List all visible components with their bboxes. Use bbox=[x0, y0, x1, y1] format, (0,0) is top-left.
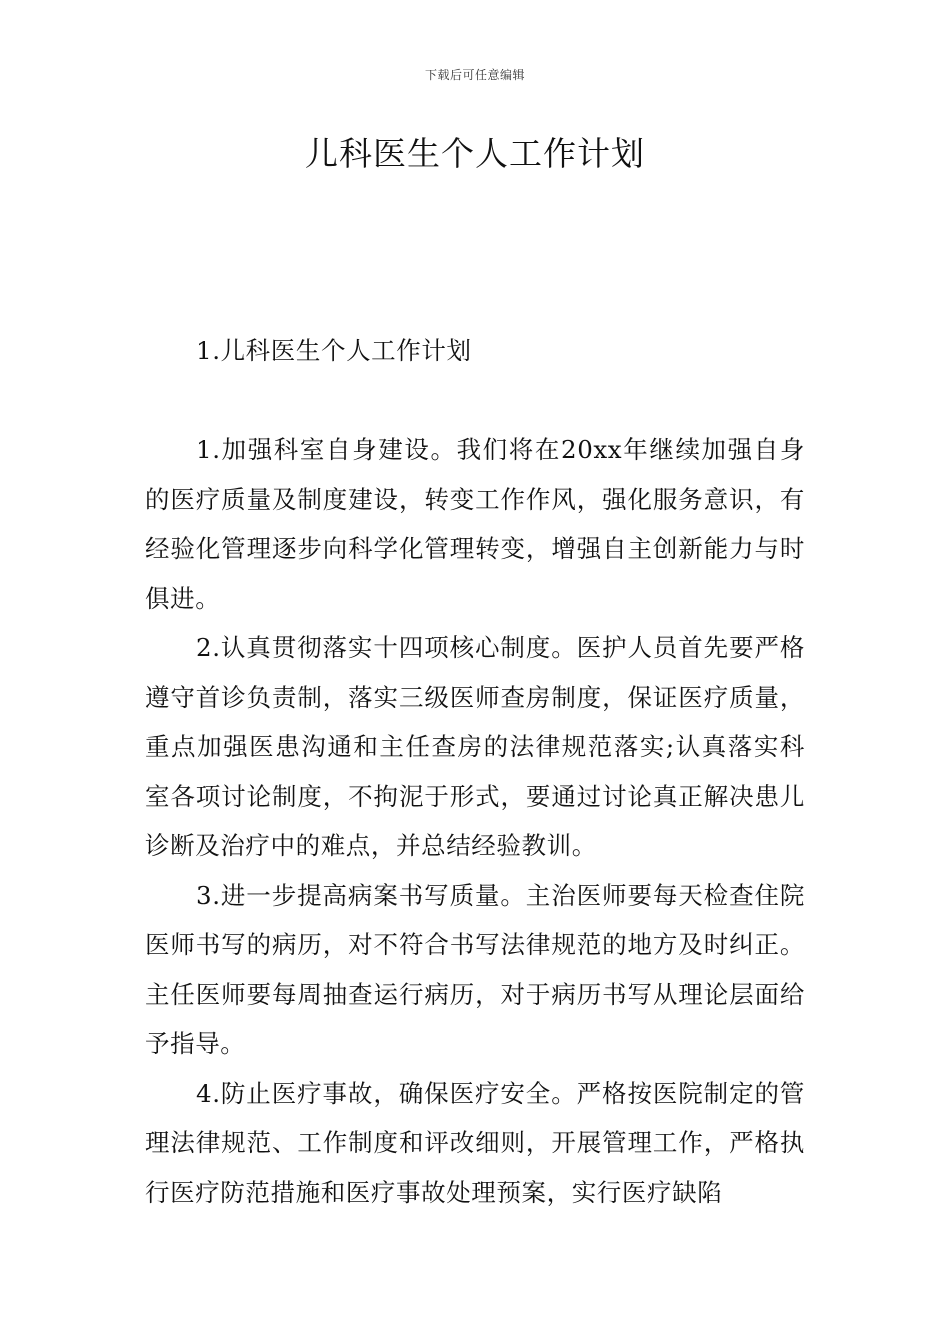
document-body bbox=[145, 326, 805, 1217]
paragraph-4: 4.防止医疗事故，确保医疗安全。严格按医院制定的管理法律规范、工作制度和评改细则，开展管理工作，严格执行医疗防范措施和医疗事故处理预案，实行医疗缺陷 bbox=[145, 1078, 805, 1207]
header-note: 下载后可任意编辑 bbox=[424, 68, 525, 82]
paragraph-1: 1.加强科室自身建设。我们将在20xx年继续加强自身的医疗质量及制度建设，转变工作作风，强化服务意识，有经验化管理逐步向科学化管理转变，增强自主创新能力与时俱进。 bbox=[145, 435, 805, 613]
paragraph-2: 2.认真贯彻落实十四项核心制度。医护人员首先要严格遵守首诊负责制，落实三级医师查房制度，保证医疗质量，重点加强医患沟通和主任查房的法律规范落实;认真落实科室各项讨论制度，不拘泥于形式，要通过讨论真正解决患儿诊断及治疗中的难点，并总结经验教训。 bbox=[145, 633, 805, 860]
document-title: 儿科医生个人工作计划 bbox=[305, 134, 645, 173]
section-heading: 1.儿科医生个人工作计划 bbox=[196, 336, 472, 365]
paragraph-3: 3.进一步提高病案书写质量。主治医师要每天检查住院医师书写的病历，对不符合书写法律规范的地方及时纠正。主任医师要每周抽查运行病历，对于病历书写从理论层面给予指导。 bbox=[145, 880, 805, 1058]
